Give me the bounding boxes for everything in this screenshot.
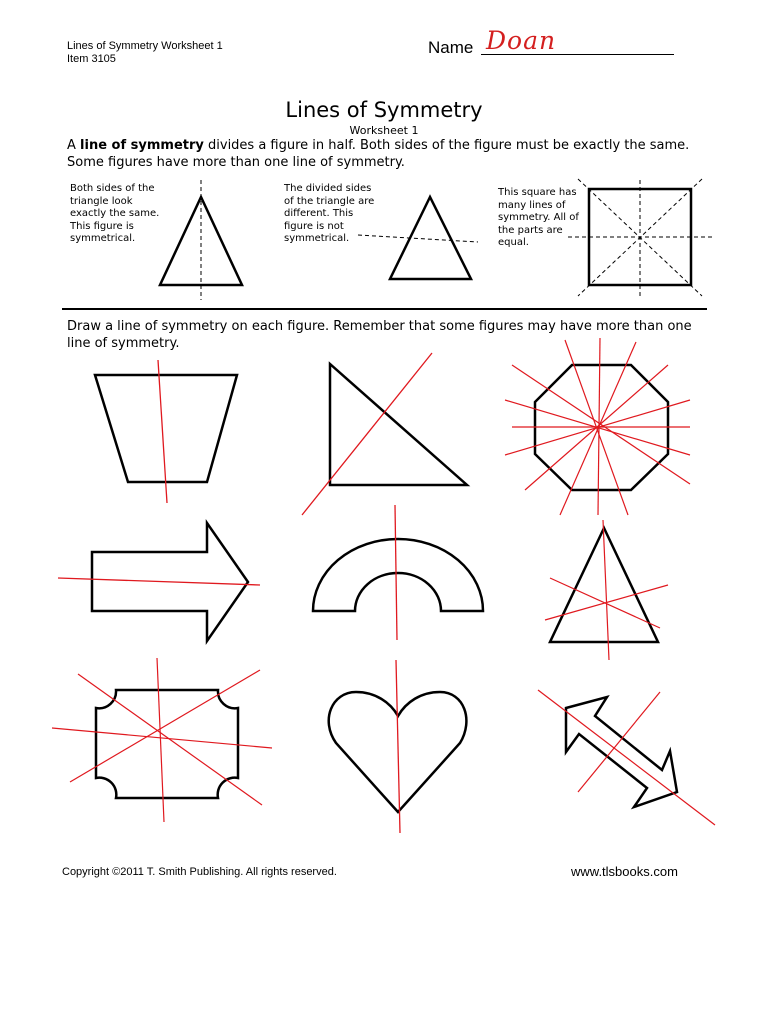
worksheet-name: Lines of Symmetry Worksheet 1 (67, 40, 223, 52)
figure-notched-rectangle[interactable] (52, 658, 272, 822)
example-square (568, 179, 712, 296)
intro-after: divides a figure in half. Both sides of the figure must be exactly the same. Some figures have more than one line of symmetry. (67, 138, 690, 170)
figure-trapezoid[interactable] (95, 360, 237, 503)
figure-equilateral-triangle[interactable] (545, 520, 668, 660)
name-label: Name (428, 38, 474, 57)
figure-arrow[interactable] (58, 523, 260, 641)
copyright-notice: Copyright ©2011 T. Smith Publishing. All rights reserved. (62, 866, 337, 878)
figure-double-arrow[interactable] (538, 690, 715, 825)
figure-heart[interactable] (329, 660, 467, 833)
example-text-symmetric-triangle: Both sides of the triangle look exactly the same. This figure is symmetrical. (70, 183, 160, 244)
instruction-text: Draw a line of symmetry on each figure. Remember that some figures may have more than one line of symmetry. (67, 319, 692, 351)
example-symmetric-triangle (160, 180, 242, 300)
figure-arch[interactable] (313, 505, 483, 640)
figure-right-triangle[interactable] (302, 353, 467, 515)
website-link[interactable]: www.tlsbooks.com (571, 864, 678, 879)
example-text-square: This square has many lines of symmetry. All of the parts are equal. (498, 187, 579, 248)
page-subtitle: Worksheet 1 (349, 124, 419, 137)
intro-term: line of symmetry (80, 138, 204, 153)
figure-octagon[interactable] (505, 338, 690, 515)
page-title: Lines of Symmetry (285, 98, 483, 122)
item-number: Item 3105 (67, 53, 116, 65)
intro-before: A (67, 138, 81, 153)
name-handwritten-value: Doan (486, 26, 557, 55)
example-non-symmetric-triangle (358, 197, 478, 279)
example-text-non-symmetric-triangle: The divided sides of the triangle are different. This figure is not symmetrical. (284, 183, 375, 244)
